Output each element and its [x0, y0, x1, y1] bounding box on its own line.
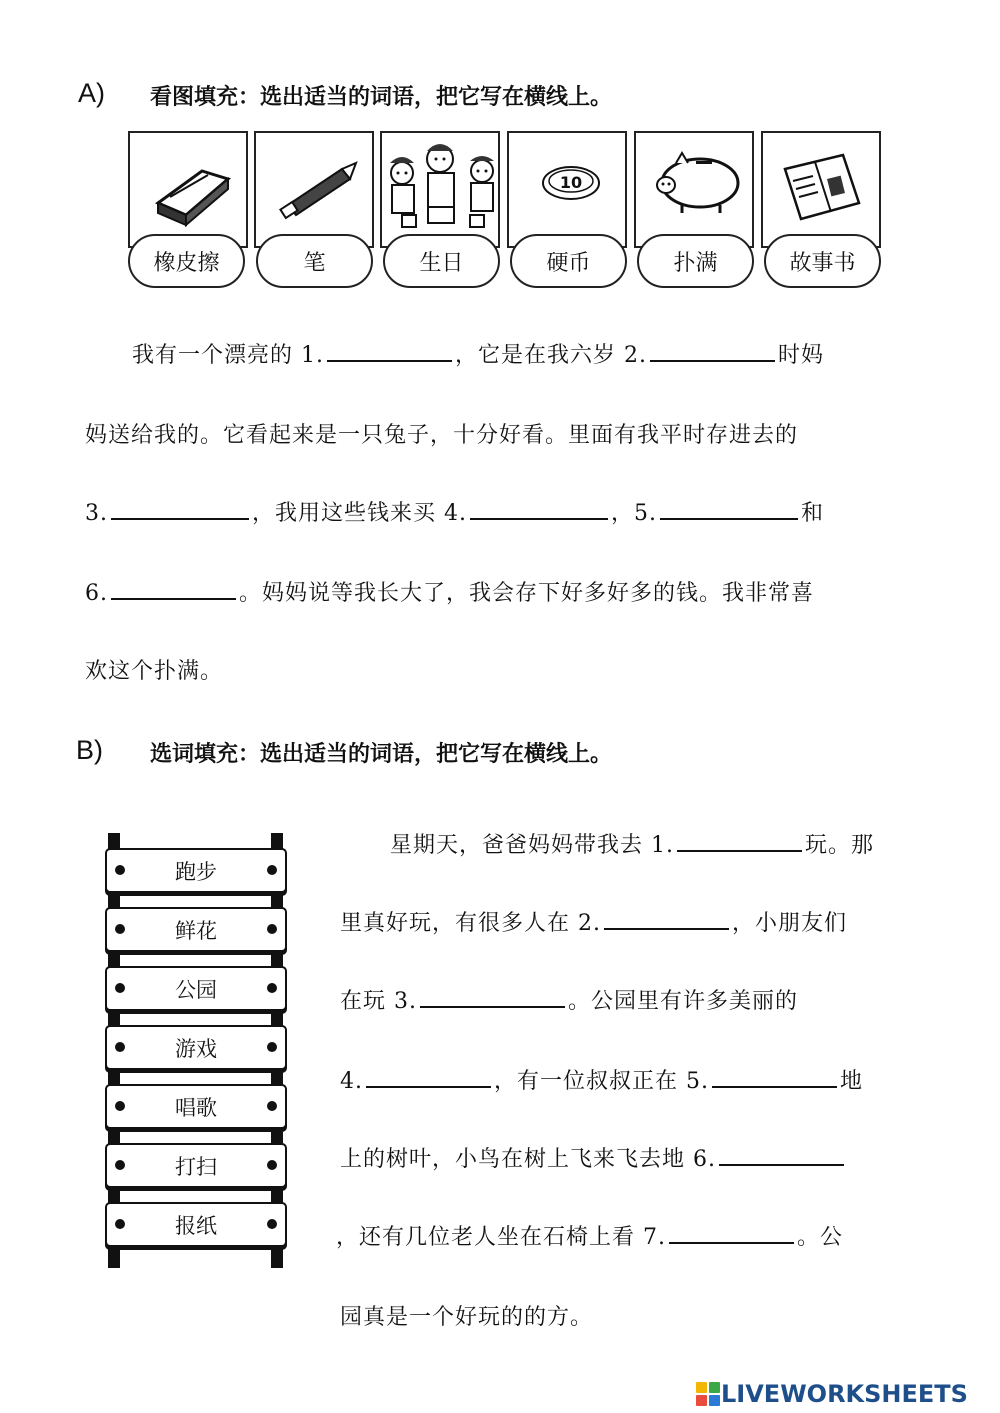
plank-dot: [115, 1042, 125, 1052]
blank-b-2[interactable]: [604, 908, 729, 930]
passage-a-line-5: 欢这个扑满。: [85, 659, 224, 684]
word-pill-piggy-bank: 扑满: [637, 234, 754, 288]
passage-b-text: ，有一位叔叔正在 5.: [494, 1069, 709, 1094]
word-pill-coin: 硬币: [510, 234, 627, 288]
passage-a-text: ，它是在我六岁 2.: [454, 343, 647, 368]
blank-a-3[interactable]: [111, 498, 249, 520]
blank-a-4[interactable]: [470, 498, 608, 520]
passage-b-text: 。公园里有许多美丽的: [567, 989, 798, 1014]
liveworksheets-logo-icon: [695, 1381, 721, 1407]
passage-a-text: 和: [800, 501, 824, 526]
blank-b-5[interactable]: [712, 1066, 837, 1088]
word-pill-storybook: 故事书: [764, 234, 881, 288]
section-a-letter: A): [78, 78, 105, 108]
passage-a-text: 3.: [85, 501, 108, 526]
coin-picture: [507, 131, 627, 248]
section-b-title: 选词填充：选出适当的词语，把它写在横线上。: [150, 742, 613, 767]
liveworksheets-logo[interactable]: [695, 1381, 968, 1407]
passage-b-text: 4.: [340, 1069, 363, 1094]
passage-b-text: 里真好玩，有很多人在 2.: [340, 911, 601, 936]
piggy-bank-picture: [634, 131, 754, 248]
plank-label: 报纸: [175, 1213, 217, 1238]
section-a-title: 看图填充：选出适当的词语，把它写在横线上。: [150, 85, 613, 110]
plank-dot: [115, 1219, 125, 1229]
plank-dot: [267, 1219, 277, 1229]
plank-label: 游戏: [175, 1036, 217, 1061]
passage-b-text: 上的树叶，小鸟在树上飞来飞去地 6.: [340, 1147, 716, 1172]
passage-b-text: 星期天，爸爸妈妈带我去 1.: [390, 833, 674, 858]
blank-a-6[interactable]: [111, 578, 236, 600]
plank-dot: [267, 1160, 277, 1170]
passage-a-text: 我有一个漂亮的 1.: [132, 343, 324, 368]
blank-b-6[interactable]: [719, 1144, 844, 1166]
passage-a-line-3: [85, 496, 824, 527]
plank-dot: [267, 924, 277, 934]
word-pill-eraser: 橡皮擦: [128, 234, 245, 288]
plank-label: 公园: [175, 977, 217, 1002]
plank-label: 打扫: [175, 1154, 217, 1179]
passage-b-text: ，还有几位老人坐在石椅上看 7.: [336, 1225, 666, 1250]
word-plank-game: [105, 1025, 287, 1070]
blank-a-1[interactable]: [327, 340, 452, 362]
plank-dot: [267, 1101, 277, 1111]
passage-b-line-7: 园真是一个好玩的的方。: [340, 1305, 594, 1330]
section-b-letter: B): [76, 735, 103, 765]
passage-b-line-5: [340, 1142, 847, 1173]
plank-dot: [115, 924, 125, 934]
plank-label: 唱歌: [175, 1095, 217, 1120]
blank-a-5[interactable]: [660, 498, 798, 520]
passage-b-line-6: [336, 1220, 843, 1251]
plank-dot: [115, 983, 125, 993]
passage-a-text: ，5.: [610, 501, 657, 526]
coin-label: 10: [559, 173, 583, 192]
passage-b-text: 玩。那: [804, 833, 874, 858]
passage-a-text: 。妈妈说等我长大了，我会存下好多好多的钱。我非常喜: [239, 581, 815, 606]
plank-dot: [267, 1042, 277, 1052]
passage-b-line-3: [340, 984, 798, 1015]
eraser-picture: [128, 131, 248, 248]
passage-b-text: 。公: [796, 1225, 843, 1250]
liveworksheets-logo-text: LIVEWORKSHEETS: [721, 1380, 968, 1408]
word-plank-park: [105, 966, 287, 1011]
storybook-picture: [761, 131, 881, 248]
passage-a-text: 6.: [85, 581, 108, 606]
birthday-picture: [380, 131, 500, 248]
passage-a-text: 时妈: [777, 343, 824, 368]
word-plank-newspaper: [105, 1202, 287, 1247]
plank-dot: [267, 865, 277, 875]
plank-dot: [115, 1160, 125, 1170]
blank-b-4[interactable]: [366, 1066, 491, 1088]
word-pill-pen: 笔: [256, 234, 373, 288]
blank-a-2[interactable]: [650, 340, 775, 362]
passage-a-line-2: 妈送给我的。它看起来是一只兔子，十分好看。里面有我平时存进去的: [85, 423, 799, 448]
word-plank-running: [105, 848, 287, 893]
plank-label: 鲜花: [175, 918, 217, 943]
passage-a-text: ，我用这些钱来买 4.: [252, 501, 467, 526]
plank-dot: [115, 865, 125, 875]
blank-b-1[interactable]: [677, 830, 802, 852]
plank-dot: [267, 983, 277, 993]
passage-b-text: 在玩 3.: [340, 989, 417, 1014]
passage-b-text: ，小朋友们: [731, 911, 847, 936]
word-plank-flowers: [105, 907, 287, 952]
passage-b-text: 地: [839, 1069, 863, 1094]
blank-b-7[interactable]: [669, 1222, 794, 1244]
passage-b-line-2: [340, 906, 847, 937]
blank-b-3[interactable]: [420, 986, 565, 1008]
word-plank-sweeping: [105, 1143, 287, 1188]
plank-dot: [115, 1101, 125, 1111]
passage-a-line-1: [132, 338, 824, 369]
passage-b-line-1: [390, 828, 874, 859]
word-pill-birthday: 生日: [383, 234, 500, 288]
word-plank-singing: [105, 1084, 287, 1129]
passage-a-line-4: [85, 576, 814, 607]
pencil-picture: [254, 131, 374, 248]
plank-label: 跑步: [175, 859, 217, 884]
passage-b-line-4: [340, 1064, 863, 1095]
